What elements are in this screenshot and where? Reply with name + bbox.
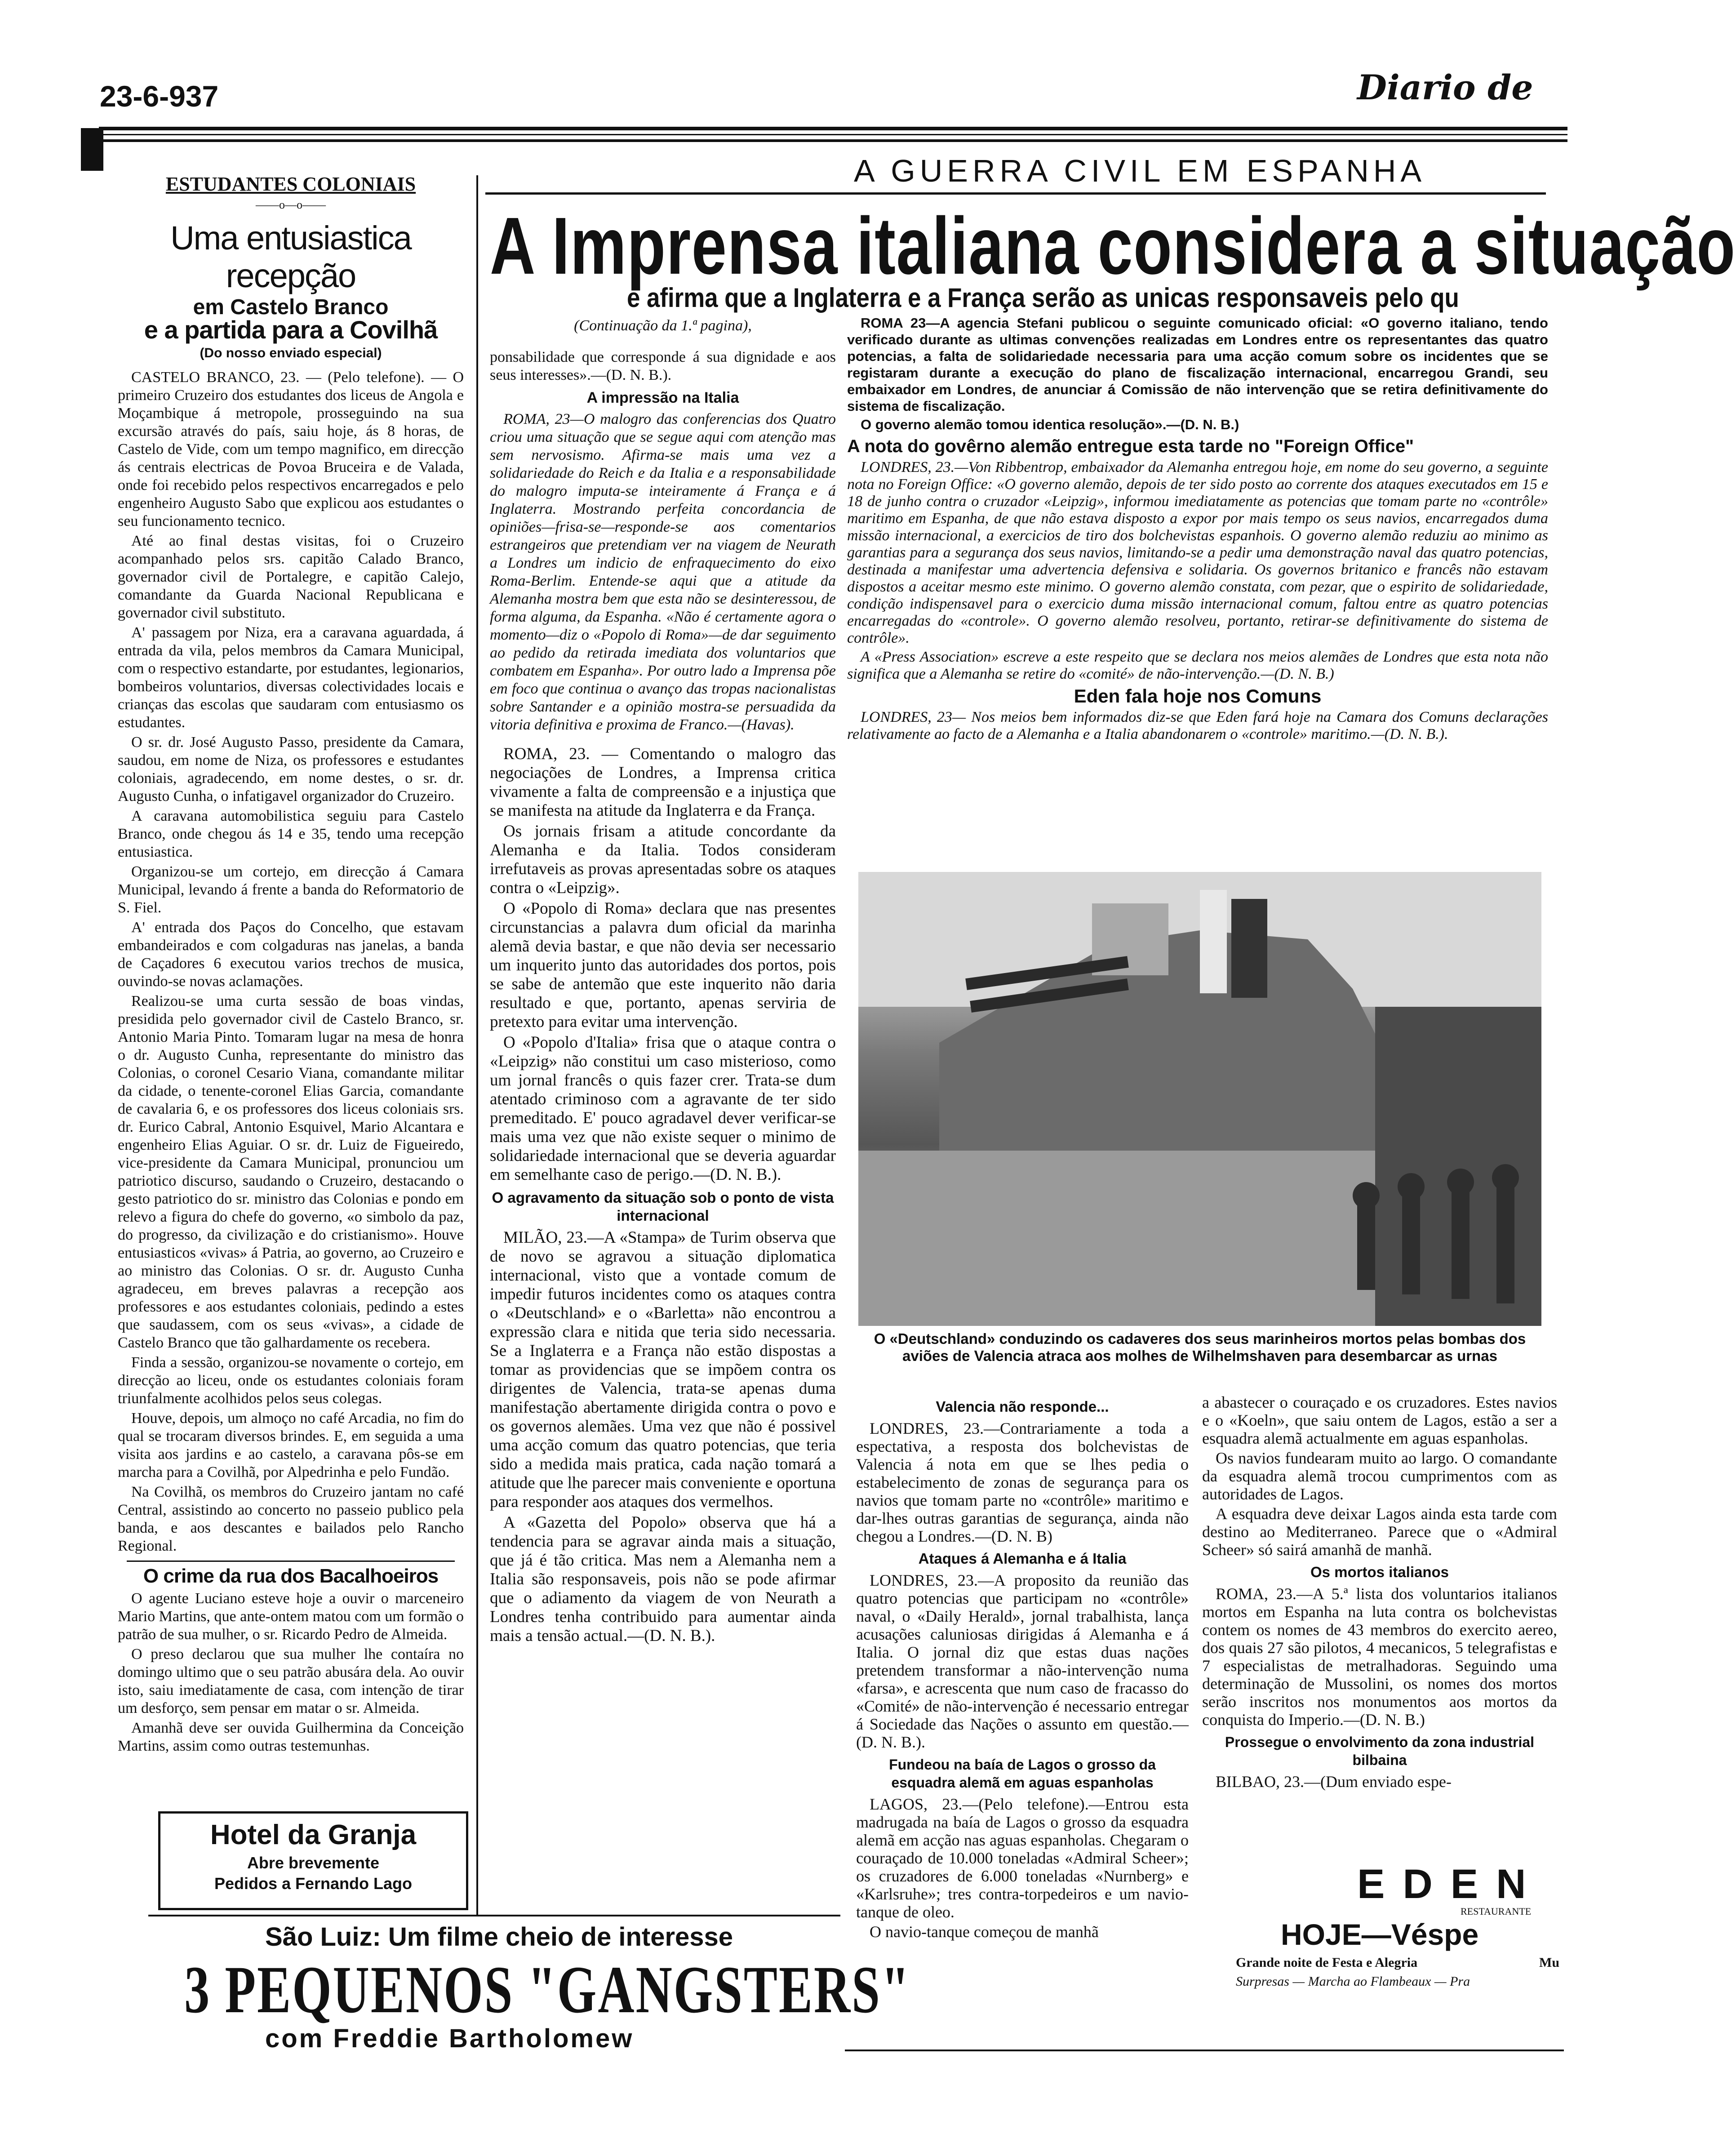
- eden-ad-sub: RESTAURANTE: [1461, 1906, 1532, 1917]
- left-black-block: [81, 128, 103, 171]
- lower-right-column-b: [1202, 1393, 1557, 1861]
- nota-paragraph: A «Press Association» escreve a este respeito que se declara nos meios alemães de Londres que esta nota não significa que a Alemanha se retire do «comité» de não-intervenção.—(D. N. B.): [847, 649, 1548, 682]
- center-column: [490, 317, 836, 1876]
- page-bottom-rule: [845, 2050, 1564, 2051]
- left-sub2: e a partida para a Covilhã: [144, 316, 438, 344]
- eden-paragraph: LONDRES, 23— Nos meios bem informados diz-se que Eden fará hoje na Camara dos Comuns declarações relativamente ao facto de a Alemanha e a Italia abandonarem o «controle» maritimo.—(D. N. B.).: [847, 709, 1548, 742]
- crime-title: O crime da rua dos Bacalhoeiros: [143, 1565, 439, 1587]
- film-ad-line1: São Luiz: Um filme cheio de interesse: [265, 1922, 733, 1952]
- left-paragraph: Realizou-se uma curta sessão de boas vindas, presidida pelo governador civil de Castelo Branco, sr. Antonio Maria Pinto. Tomaram lugar na mesa de honra o dr. Augusto Cunha, representante do ministro das Colonias, o coronel Cesario Viana, comandante militar da cidade, o tenente-coronel Elias Garcia, comandante de cavalaria 6, e os professores dos liceus coloniais srs. dr. Eurico Cabral, Antonio Esquivel, Mario Alcantara e engenheiro Elias Aguiar. O sr. dr. Luiz de Figueiredo, vice-presidente da Camara Municipal, pronunciou um patriotico discurso, saudando o Cruzeiro, destacando o gesto patriotico do sr. ministro das Colonias e pondo em relevo a figura do chefe do governo, «o simbolo da paz, do progresso, da civilização e do cristianismo». Houve entusiasticos «vivas» á Patria, ao governo, ao Cruzeiro e ao ministro das Colonias. O sr. dr. Augusto Cunha agradeceu, em breves palavras a recepção aos professores e aos estudantes coloniais, pedindo a estes que saudassem, com os seus «vivas», a cidade de Castelo Branco que tão galhardamente os recebera.: [118, 993, 464, 1351]
- spacer: [490, 736, 836, 745]
- impressao-paragraph: ROMA, 23—O malogro das conferencias dos Quatro criou uma situação que se segue aqui com atenção mas sem nervosismo. Afirma-se mais uma vez a solidariedade do Reich e da Italia e a responsabilidade do malogro imputa-se inteiramente á França e á Inglaterra. Mostrando perfeita concordancia de opiniões—frisa-se—responde-se aos comentarios estrangeiros que pretendiam ver na viagem de Neurath a Londres um indicio de enfraquecimento do eixo Roma-Berlim. Entende-se aqui que a atitude da Alemanha mostra bem que esta não se desinteressou, de forma alguma, da Espanha. «Não é certamente agora o momento—diz o «Popolo di Roma»—de dar seguimento ao pedido da retirada imediata dos voluntarios que combatem em Espanha». Por outro lado a Imprensa põe em foco que continua o avanço das tropas nacionalistas sobre Santander e a opinião mostra-se persuadida da vitoria definitiva e proxima de Franco.—(Havas).: [490, 411, 836, 733]
- kicker-ornament: ——o—o——: [256, 198, 326, 211]
- left-paragraph: O sr. dr. José Augusto Passo, presidente da Camara, saudou, em nome de Niza, os professores e estudantes coloniais, agradecendo, em nome destes, o sr. dr. Augusto Cunha, o infatigavel organizador do Cruzeiro.: [118, 734, 464, 805]
- masthead: Diario de: [1357, 67, 1533, 107]
- film-ad-line2: com Freddie Bartholomew: [265, 2024, 634, 2053]
- film-ad-title: 3 PEQUENOS "GANGSTERS": [184, 1952, 911, 2027]
- left-paragraph: CASTELO BRANCO, 23. — (Pelo telefone). — O primeiro Cruzeiro dos estudantes dos liceus de Angola e Moçambique á metropole, prosseguindo na sua excursão através do país, saiu hoje, ás 8 horas, de Castelo de Vide, com um tempo magnifico, em direcção ás centrais electricas de Povoa Bruceira e de Valada, onde foi recebido pelos respectivos encarregados e pelo engenheiro Augusto Sabo que explicou aos estudantes o seu funcionamento tecnico.: [118, 369, 464, 529]
- deutschland-photo: [858, 872, 1541, 1326]
- eden-ad-line1: Grande noite de Festa e Alegria: [1236, 1955, 1418, 1970]
- continuation-note: (Continuação da 1.ª pagina),: [574, 317, 752, 334]
- roma-paragraph: Os jornais frisam a atitude concordante da Alemanha e da Italia. Todos consideram irrefutaveis as provas apresentadas sobre os ataques contra o «Leipzig».: [490, 822, 836, 897]
- header-rule-low: [99, 139, 1567, 142]
- left-column-rule: [476, 175, 478, 1915]
- page-date: 23-6-937: [100, 80, 219, 113]
- main-headline: [490, 201, 1736, 291]
- left-paragraph: Finda a sessão, organizou-se novamente o cortejo, em direcção ao liceu, onde os estudantes coloniais foram triunfalmente acolhidos pelos seus colegas.: [118, 1354, 464, 1407]
- hotel-ad: [158, 1811, 468, 1910]
- crime-divider: [127, 1561, 455, 1562]
- stefani-paragraph: ROMA 23—A agencia Stefani publicou o seguinte comunicado oficial: «O governo italiano, tendo verificado durante as ultimas convenções realizadas em Londres entre os representantes das quatro potencias, a falta de solidariedade necessaria para uma acção comum sobre os incidentes que se registaram durante a execução do plano de fiscalização internacional, encarregou Grandi, seu embaixador em Londres, de anunciar á Comissão de não intervenção que se retira definitivamente do sistema de fiscalização.: [847, 315, 1548, 414]
- header-rule-mid: [99, 134, 1567, 135]
- hotel-ad-title: Hotel da Granja: [210, 1819, 417, 1850]
- eden-ad-hoje: HOJE—Véspe: [1281, 1918, 1479, 1951]
- far-right-paragraph: A esquadra deve deixar Lagos ainda esta tarde com destino ao Mediterraneo. Parece que o «Admiral Scheer» só sairá amanhã de manhã.: [1202, 1505, 1557, 1559]
- left-paragraph: Houve, depois, um almoço no café Arcadia, no fim do qual se trocaram diversos brindes. E, em seguida a uma visita aos jardins e ao castelo, a caravana pôs-se em marcha para a Covilhã, por Alpedrinha e pelo Fundão.: [118, 1410, 464, 1481]
- eden-ad-line2: Surpresas — Marcha ao Flambeaux — Pra: [1236, 1974, 1470, 1989]
- left-paragraph: Na Covilhã, os membros do Cruzeiro jantam no café Central, assistindo ao concerto no passeio publico pela banda, e aos descantes e bailados pelo Rancho Regional.: [118, 1484, 464, 1554]
- left-paragraph: Organizou-se um cortejo, em direcção á Camara Municipal, levando á frente a banda do Reformatorio de S. Fiel.: [118, 863, 464, 916]
- left-column: [118, 166, 464, 1807]
- crime-paragraph: Amanhã deve ser ouvida Guilhermina da Conceição Martins, assim como outras testemunhas.: [118, 1720, 464, 1754]
- far-right-paragraph: Os navios fundearam muito ao largo. O comandante da esquadra alemã trocou cumprimentos com as autoridades de Lagos.: [1202, 1449, 1557, 1503]
- main-subhead: [627, 284, 1567, 312]
- crime-paragraph: O preso declarou que sua mulher lhe contaíra no domingo ultimo que o seu patrão abusára dela. Ao ouvir isto, saiu imediatamente de casa, com intenção de tirar um desforço, sem pensar em matar o sr. Almeida.: [118, 1646, 464, 1716]
- hotel-ad-line1: Abre brevemente: [247, 1854, 380, 1872]
- left-sub1: em Castelo Branco: [193, 295, 389, 319]
- eden-ad-line1b: Mu: [1539, 1955, 1559, 1970]
- left-byline: (Do nosso enviado especial): [200, 346, 382, 360]
- film-ad: [148, 1919, 911, 2054]
- impressao-title: A impressão na Italia: [586, 389, 739, 406]
- lower-right-column-a: [856, 1393, 1189, 2036]
- nota-title: A nota do govêrno alemão entregue esta tarde no "Foreign Office": [847, 436, 1414, 456]
- ship-illustration: [858, 872, 1541, 1326]
- eden-ad: [1209, 1861, 1567, 2036]
- hotel-ad-line2: Pedidos a Fernando Lago: [214, 1874, 413, 1893]
- mortos-title: Os mortos italianos: [1310, 1564, 1449, 1580]
- fundeou-paragraph: O navio-tanque começou de manhã: [870, 1923, 1099, 1941]
- nota-paragraph: LONDRES, 23.—Von Ribbentrop, embaixador da Alemanha entregou hoje, em nome do seu governo, a seguinte nota no Foreign Office: «O governo alemão, depois de ter sido posto ao corrente dos ataques executados em 15 e 18 de junho contra o cruzador «Leipzig», informou imediatamente as potencias que tomam parte no «contrôle» maritimo em Espanha, de que não estava disposto a expor por mais tempo os seus navios, encarregados duma missão internacional, a exercicios de tiro dos bolchevistas espanhois. O governo alemão reduziu ao minimo as garantias para a segurança dos seus navios, limitando-se a pedir uma demonstração naval das quatro potencias, destinada a manifestar uma advertencia defensiva e solidaria. Os governos britanico e francês não estavam dispostos a aceitar mesmo este minimo. O governo alemão constata, com pezar, que o espirito de solidariedade, condição indispensavel para o exercicio duma missão internacional comum, faltou entre as quatro potencias encarregadas do «controle». O governo alemão resolveu, portanto, retirar-se definitivamente do sistema de contrôle».: [847, 459, 1548, 646]
- eden-ad-name: EDEN: [1357, 1861, 1544, 1907]
- crime-paragraph: O agente Luciano esteve hoje a ouvir o marceneiro Mario Martins, que ante-ontem matou com um formão o patrão de sua mulher, o sr. Ricardo Pedro de Almeida.: [118, 1590, 464, 1643]
- agravamento-paragraph: A «Gazetta del Popolo» observa que há a tendencia para se agravar ainda mais a situação, que já é tão critica. Mas nem a Alemanha nem a Italia são responsaveis, pois não se pode afirmar que o adiamento da viagem de von Neurath a Londres tenha contribuido para aumentar ainda mais a tensão actual.—(D. N. B.).: [490, 1513, 836, 1645]
- roma-paragraph: O «Popolo di Roma» declara que nas presentes circunstancias a palavra dum oficial da marinha alemã devia bastar, e que não devia ser necessario um inquerito junto das autoridades dos portos, pois se sabe de antemão que este inquerito não daria resultado e que, portanto, apenas serviria de pretexto para evitar uma intervenção.: [490, 899, 836, 1031]
- left-kicker: ESTUDANTES COLONIAIS: [165, 173, 416, 195]
- center-paragraph: ponsabilidade que corresponde á sua dignidade e aos seus interesses».—(D. N. B.).: [490, 349, 836, 383]
- photo-caption: O «Deutschland» conduzindo os cadaveres dos seus marinheiros mortos pelas bombas dos aviões de Valencia atraca aos molhes de Wilhelmshaven para desembarcar as urnas: [874, 1330, 1526, 1364]
- header-rule-top: [99, 127, 1567, 130]
- valencia-paragraph: LONDRES, 23.—Contrariamente a toda a espectativa, a resposta dos bolchevistas de Valencia á nota em que se lhes pedia o estabelecimento de zonas de segurança para os navios que tomam parte no «contrôle» maritimo e dar-lhes outras garantias de segurança, ainda não chegou a Londres.—(D. N. B): [856, 1419, 1189, 1545]
- stefani-paragraph: O governo alemão tomou identica resolução».—(D. N. B.): [861, 417, 1239, 432]
- section-title: A GUERRA CIVIL EM ESPANHA: [854, 153, 1426, 188]
- roma-paragraph: O «Popolo d'Italia» frisa que o ataque contra o «Leipzig» não constitui um caso misterioso, como um jornal francês o quis fazer crer. Trata-se dum atentado criminoso com a agravante de ter sido premeditado. E' pouco agradavel dever verificar-se mais uma vez que não existe sequer o minimo de solidariedade internacional que se deveria aguardar em semelhante caso de perigo.—(D. N. B.).: [490, 1033, 836, 1184]
- fundeou-title: Fundeou na baía de Lagos o grosso da esquadra alemã em aguas espanholas: [889, 1756, 1156, 1791]
- right-top-block: [847, 315, 1548, 867]
- agravamento-title: O agravamento da situação sob o ponto de vista internacional: [492, 1189, 834, 1224]
- main-subhead-text: e afirma que a Inglaterra e a França serão as unicas responsaveis pelo qu: [627, 283, 1459, 313]
- left-paragraph: Até ao final destas visitas, foi o Cruzeiro acompanhado pelos srs. capitão Calado Branco, governador civil de Portalegre, e capitão Calejo, comandante da Guarda Nacional Republicana e governador civil substituto.: [118, 533, 464, 621]
- valencia-title: Valencia não responde...: [936, 1398, 1109, 1415]
- ataques-paragraph: LONDRES, 23.—A proposito da reunião das quatro potencias que participam no «contrôle» naval, o «Daily Herald», jornal trabalhista, lança acusações caluniosas dirigidas á Alemanha e á Italia. O jornal diz que estas duas nações pretendem transformar a não-intervenção numa «farsa», e acrescenta que num caso de fracasso do «Comité» de não-intervenção é necessario entregar á Sociedade das Nações o assunto em questão.—(D. N. B.).: [856, 1571, 1189, 1751]
- far-right-paragraph: a abastecer o couraçado e os cruzadores. Estes navios e o «Koeln», que saiu ontem de Lagos, estão a ser a esquadra alemã actualmente em aguas espanholas.: [1202, 1393, 1557, 1447]
- main-headline-text: A Imprensa italiana considera a situação: [490, 201, 1736, 291]
- bottom-ad-rule: [148, 1915, 840, 1916]
- bilbao-paragraph: BILBAO, 23.—(Dum enviado espe-: [1216, 1773, 1452, 1791]
- section-rule: [485, 192, 1546, 195]
- left-paragraph: A caravana automobilistica seguiu para Castelo Branco, onde chegou ás 14 e 35, tendo uma recepção entusiastica.: [118, 808, 464, 860]
- agravamento-paragraph: MILÃO, 23.—A «Stampa» de Turim observa que de novo se agravou a situação diplomatica internacional, visto que a vontade comum de impedir futuros incidentes como os ataques contra o «Deutschland» e o «Barletta» não encontrou a expressão clara e nitida que teria sido necessaria. Se a Inglaterra e a França não estão dispostas a tomar as providencias que se impõem contra os dirigentes de Valencia, trata-se apenas duma manifestação abertamente dirigida contra o povo e os governos alemães. Uma vez que não é possivel uma acção comum das quatro potencias, que teria sido a medida mais pratica, cada nação tomará a atitude que lhe parecer mais conveniente e oportuna para responder aos ataques dos vermelhos.: [490, 1228, 836, 1511]
- eden-title: Eden fala hoje nos Comuns: [1074, 685, 1322, 707]
- fundeou-paragraph: LAGOS, 23.—(Pelo telefone).—Entrou esta madrugada na baía de Lagos o grosso da esquadra alemã em acção nas aguas espanholas. Chegaram o couraçado de 10.000 toneladas «Admiral Scheer»; os cruzadores de 6.000 toneladas «Nurnberg» e «Karlsruhe»; tres contra-torpedeiros e um navio-tanque de oleo.: [856, 1795, 1189, 1921]
- left-title: Uma entusiastica recepção: [170, 219, 411, 294]
- bilbao-title: Prossegue o envolvimento da zona industrial bilbaina: [1225, 1734, 1535, 1768]
- left-paragraph: A' entrada dos Paços do Concelho, que estavam embandeirados e com colgaduras nas janelas, a banda de Caçadores 6 executou varios trechos de musica, ouvindo-se novas aclamações.: [118, 919, 464, 990]
- mortos-paragraph: ROMA, 23.—A 5.ª lista dos voluntarios italianos mortos em Espanha na luta contra os bolchevistas contem os nomes de 43 membros do exercito aereo, dos quais 27 são pilotos, 4 mecanicos, 5 telegrafistas e 7 especialistas de metralhadoras. Seguindo uma determinação de Mussolini, os nomes dos mortos serão inscritos nos monumentos aos mortos da conquista do Imperio.—(D. N. B.): [1202, 1585, 1557, 1729]
- roma-paragraph: ROMA, 23. — Comentando o malogro das negociações de Londres, a Imprensa critica vivamente a falta de compreensão e a injustiça que se manifesta na atitude da Inglaterra e da França.: [490, 745, 836, 820]
- ataques-title: Ataques á Alemanha e á Italia: [918, 1550, 1127, 1567]
- left-paragraph: A' passagem por Niza, era a caravana aguardada, á entrada da vila, pelos membros da Camara Municipal, com o respectivo estandarte, por estudantes, legionarios, bombeiros voluntarios, diversas colectividades locais e crianças das escolas que saudaram com entusiasmo os estudantes.: [118, 624, 464, 731]
